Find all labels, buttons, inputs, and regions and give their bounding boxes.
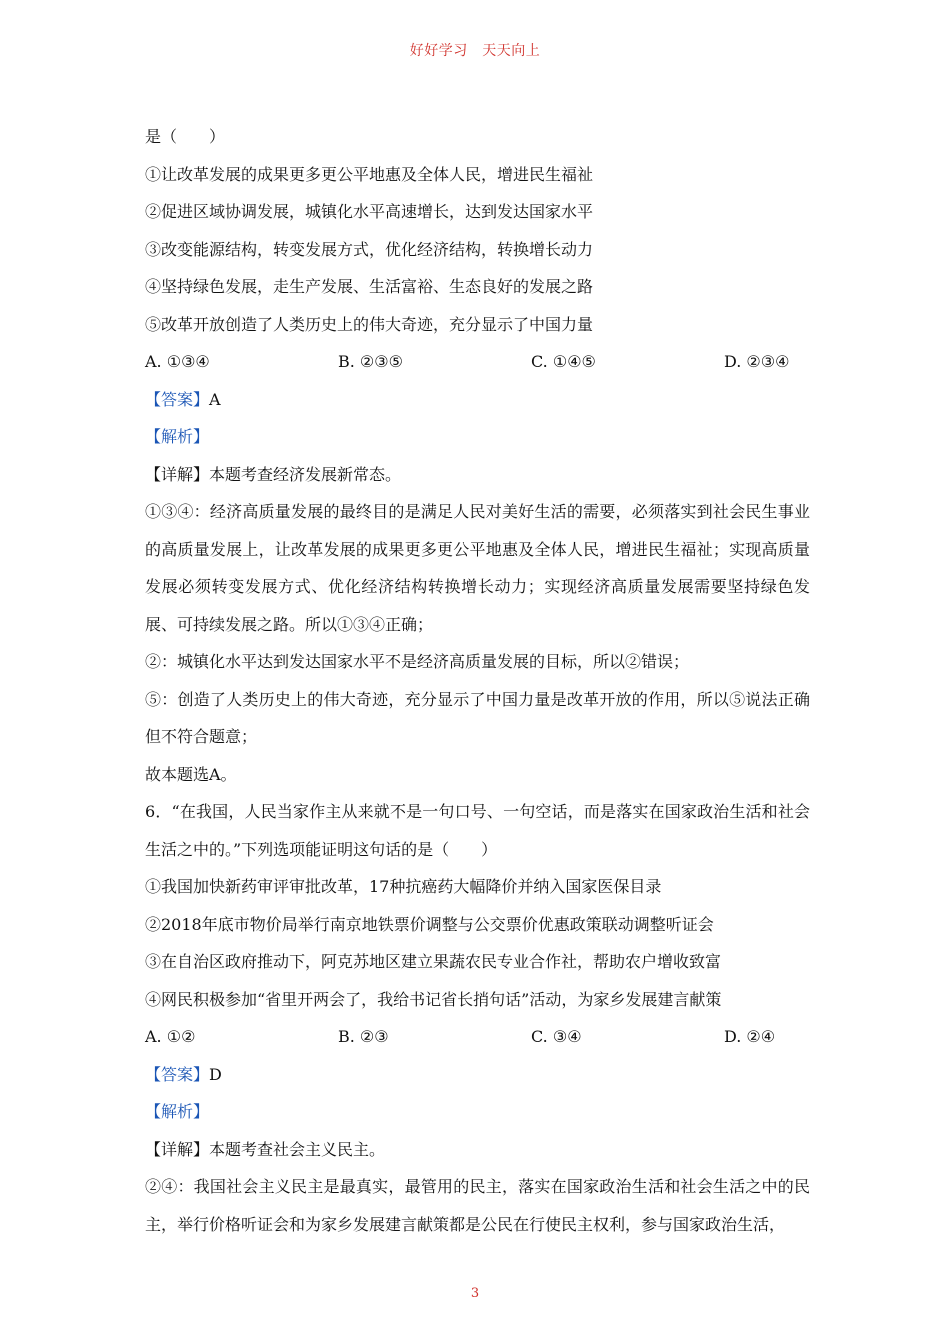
q5-item-5: ⑤改革开放创造了人类历史上的伟大奇迹，充分显示了中国力量 (145, 314, 594, 334)
q5-option-c: C. ①④⑤ (531, 352, 596, 371)
q6-item-1: ①我国加快新药审评审批改革，17种抗癌药大幅降价并纳入国家医保目录 (145, 877, 662, 896)
page-header: 好好学习 天天向上 (409, 43, 541, 59)
q5-paragraph-2: ②：城镇化水平达到发达国家水平不是经济高质量发展的目标，所以②错误； (145, 652, 690, 671)
q6-analysis-label: 【解析】 (145, 1102, 210, 1121)
q5-answer-value: A (209, 389, 221, 409)
q6-detail (145, 1131, 810, 1169)
q6-option-c: C. ③④ (531, 1027, 582, 1046)
q5-analysis (145, 418, 810, 456)
page-number: 3 (470, 1286, 480, 1301)
q6-answer-label: 【答案】 (145, 1064, 210, 1084)
q5-paragraph-4: 故本题选A。 (145, 764, 237, 784)
page-content (145, 118, 810, 1243)
q5-item-1: ①让改革发展的成果更多更公平地惠及全体人民，增进民生福祉 (145, 164, 594, 184)
q6-stem: 6．“在我国，人民当家作主从来就不是一句口号、一句空话，而是落实在国家政治生活和社会生活之中的。”下列选项能证明这句话的是（ ） (145, 802, 810, 859)
q5-answer (145, 381, 810, 419)
q6-answer (145, 1056, 810, 1094)
q6-option-a: A. ①② (145, 1027, 196, 1046)
q5-options (145, 343, 810, 381)
q6-option-b: B. ②③ (338, 1027, 389, 1046)
q5-option-d: D. ②③④ (724, 352, 790, 371)
q6-detail-text: 本题考查社会主义民主。 (209, 1139, 386, 1159)
q5-analysis-label: 【解析】 (145, 427, 210, 446)
q5-item-2: ②促进区域协调发展，城镇化水平高速增长，达到发达国家水平 (145, 202, 594, 221)
q6-options (145, 1018, 810, 1056)
q6-option-d: D. ②④ (724, 1027, 776, 1046)
q6-item-2: ②2018年底市物价局举行南京地铁票价调整与公交票价优惠政策联动调整听证会 (145, 914, 714, 934)
q5-paragraph-3: ⑤：创造了人类历史上的伟大奇迹，充分显示了中国力量是改革开放的作用，所以⑤说法正确但不符合题意； (145, 689, 810, 746)
q5-option-b: B. ②③⑤ (338, 352, 403, 371)
q6-paragraph-1: ②④：我国社会主义民主是最真实，最管用的民主，落实在国家政治生活和社会生活之中的民主，举行价格听证会和为家乡发展建言献策都是公民在行使民主权利，参与国家政治生活， (145, 1177, 810, 1234)
q6-item-3: ③在自治区政府推动下，阿克苏地区建立果蔬农民专业合作社，帮助农户增收致富 (145, 952, 722, 971)
q5-item-4: ④坚持绿色发展，走生产发展、生活富裕、生态良好的发展之路 (145, 277, 594, 296)
q5-option-a: A. ①③④ (145, 352, 210, 371)
q5-answer-label: 【答案】 (145, 389, 210, 409)
q6-detail-label: 【详解】 (145, 1139, 210, 1159)
q5-stem-tail: 是（ ） (145, 127, 226, 146)
q6-analysis (145, 1093, 810, 1131)
q6-answer-value: D (209, 1064, 222, 1084)
q5-item-3: ③改变能源结构，转变发展方式，优化经济结构，转换增长动力 (145, 239, 594, 259)
q5-detail (145, 456, 810, 494)
q5-detail-text: 本题考查经济发展新常态。 (209, 464, 402, 484)
q5-detail-label: 【详解】 (145, 464, 210, 484)
q6-item-4: ④网民积极参加“省里开两会了，我给书记省长捎句话”活动，为家乡发展建言献策 (145, 989, 722, 1009)
q5-paragraph-1: ①③④：经济高质量发展的最终目的是满足人民对美好生活的需要，必须落实到社会民生事业的高质量发展上，让改革发展的成果更多更公平地惠及全体人民，增进民生福祉；实现高质量发展必须转变发展方式、优化经济结构转换增长动力；实现经济高质量发展需要坚持绿色发展、可持续发展之路。所以①③④正确； (145, 502, 810, 634)
